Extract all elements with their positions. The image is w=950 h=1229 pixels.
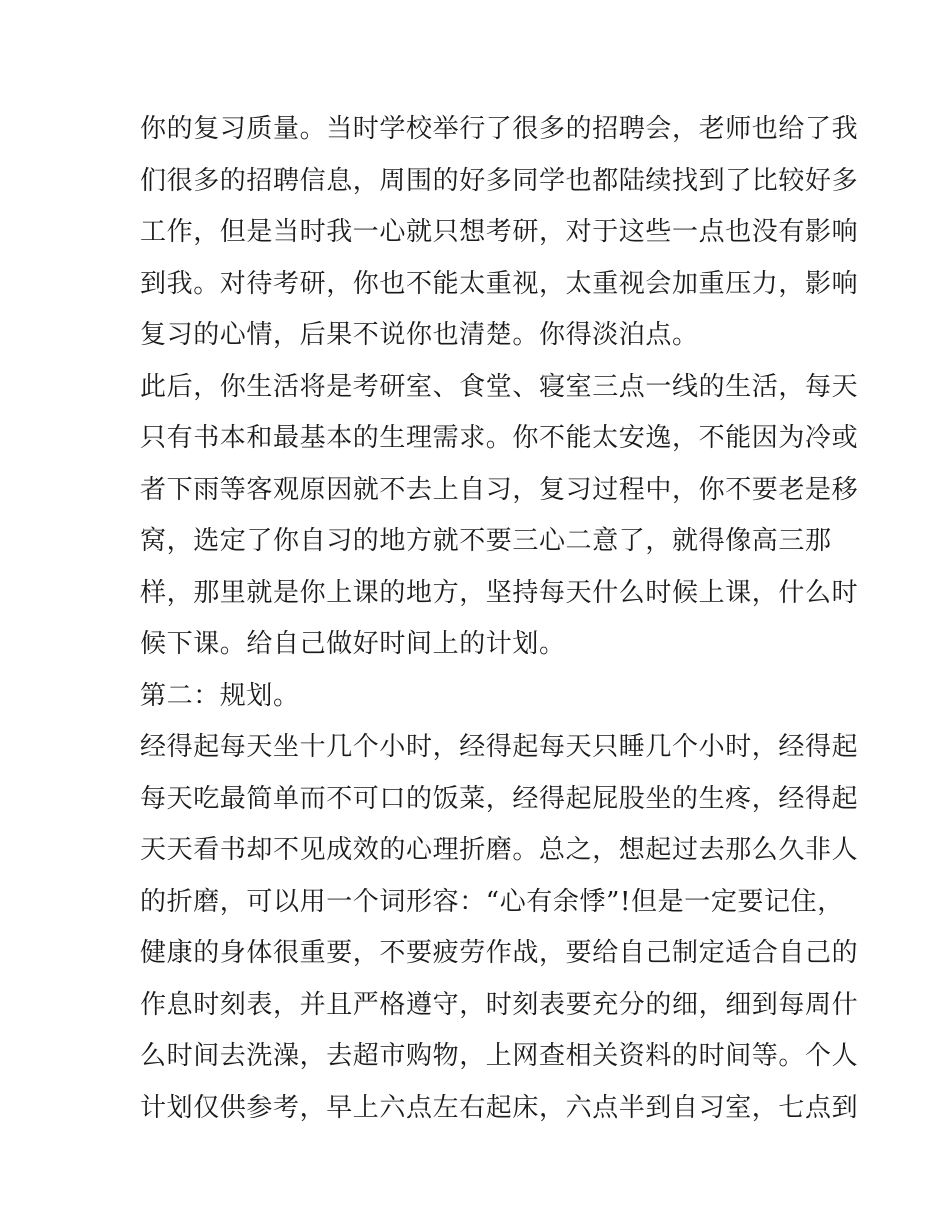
text-line: 复习的心情，后果不说你也清楚。你得淡泊点。 xyxy=(140,320,699,350)
text-line: 每天吃最简单而不可口的饭菜，经得起屁股坐的生疼，经得起 xyxy=(140,783,859,814)
text-line: 只有书本和最基本的生理需求。你不能太安逸，不能因为冷或 xyxy=(140,423,859,453)
text-line: 健康的身体很重要，不要疲劳作战，要给自己制定适合自己的 xyxy=(140,938,859,968)
text-line: 窝，选定了你自习的地方就不要三心二意了，就得像高三那 xyxy=(140,526,832,556)
text-line: 么时间去洗澡，去超市购物，上网查相关资料的时间等。个人 xyxy=(140,1041,859,1071)
text-line: 你的复习质量。当时学校举行了很多的招聘会，老师也给了我 xyxy=(140,114,859,144)
section-heading: 第二：规划。 xyxy=(140,680,300,711)
text-line: 天天看书却不见成效的心理折磨。总之，想起过去那么久非人 xyxy=(140,835,859,865)
text-line: 的折磨，可以用一个词形容：“心有余悸”!但是一定要记住， xyxy=(140,886,844,917)
text-line: 工作，但是当时我一心就只想考研，对于这些一点也没有影响 xyxy=(140,217,859,247)
text-line: 计划仅供参考，早上六点左右起床，六点半到自习室，七点到 xyxy=(140,1092,859,1123)
body-text xyxy=(140,111,859,1141)
text-line: 作息时刻表，并且严格遵守，时刻表要充分的细，细到每周什 xyxy=(140,989,859,1020)
text-line: 样，那里就是你上课的地方，坚持每天什么时候上课，什么时 xyxy=(140,577,859,608)
text-line: 候下课。给自己做好时间上的计划。 xyxy=(140,629,566,659)
text-line: 者下雨等客观原因就不去上自习，复习过程中，你不要老是移 xyxy=(140,474,859,505)
text-line: 经得起每天坐十几个小时，经得起每天只睡几个小时，经得起 xyxy=(140,732,859,762)
text-line: 此后，你生活将是考研室、食堂、寝室三点一线的生活，每天 xyxy=(140,371,859,402)
text-line: 到我。对待考研，你也不能太重视，太重视会加重压力，影响 xyxy=(140,268,859,299)
text-line: 们很多的招聘信息，周围的好多同学也都陆续找到了比较好多 xyxy=(140,165,859,196)
